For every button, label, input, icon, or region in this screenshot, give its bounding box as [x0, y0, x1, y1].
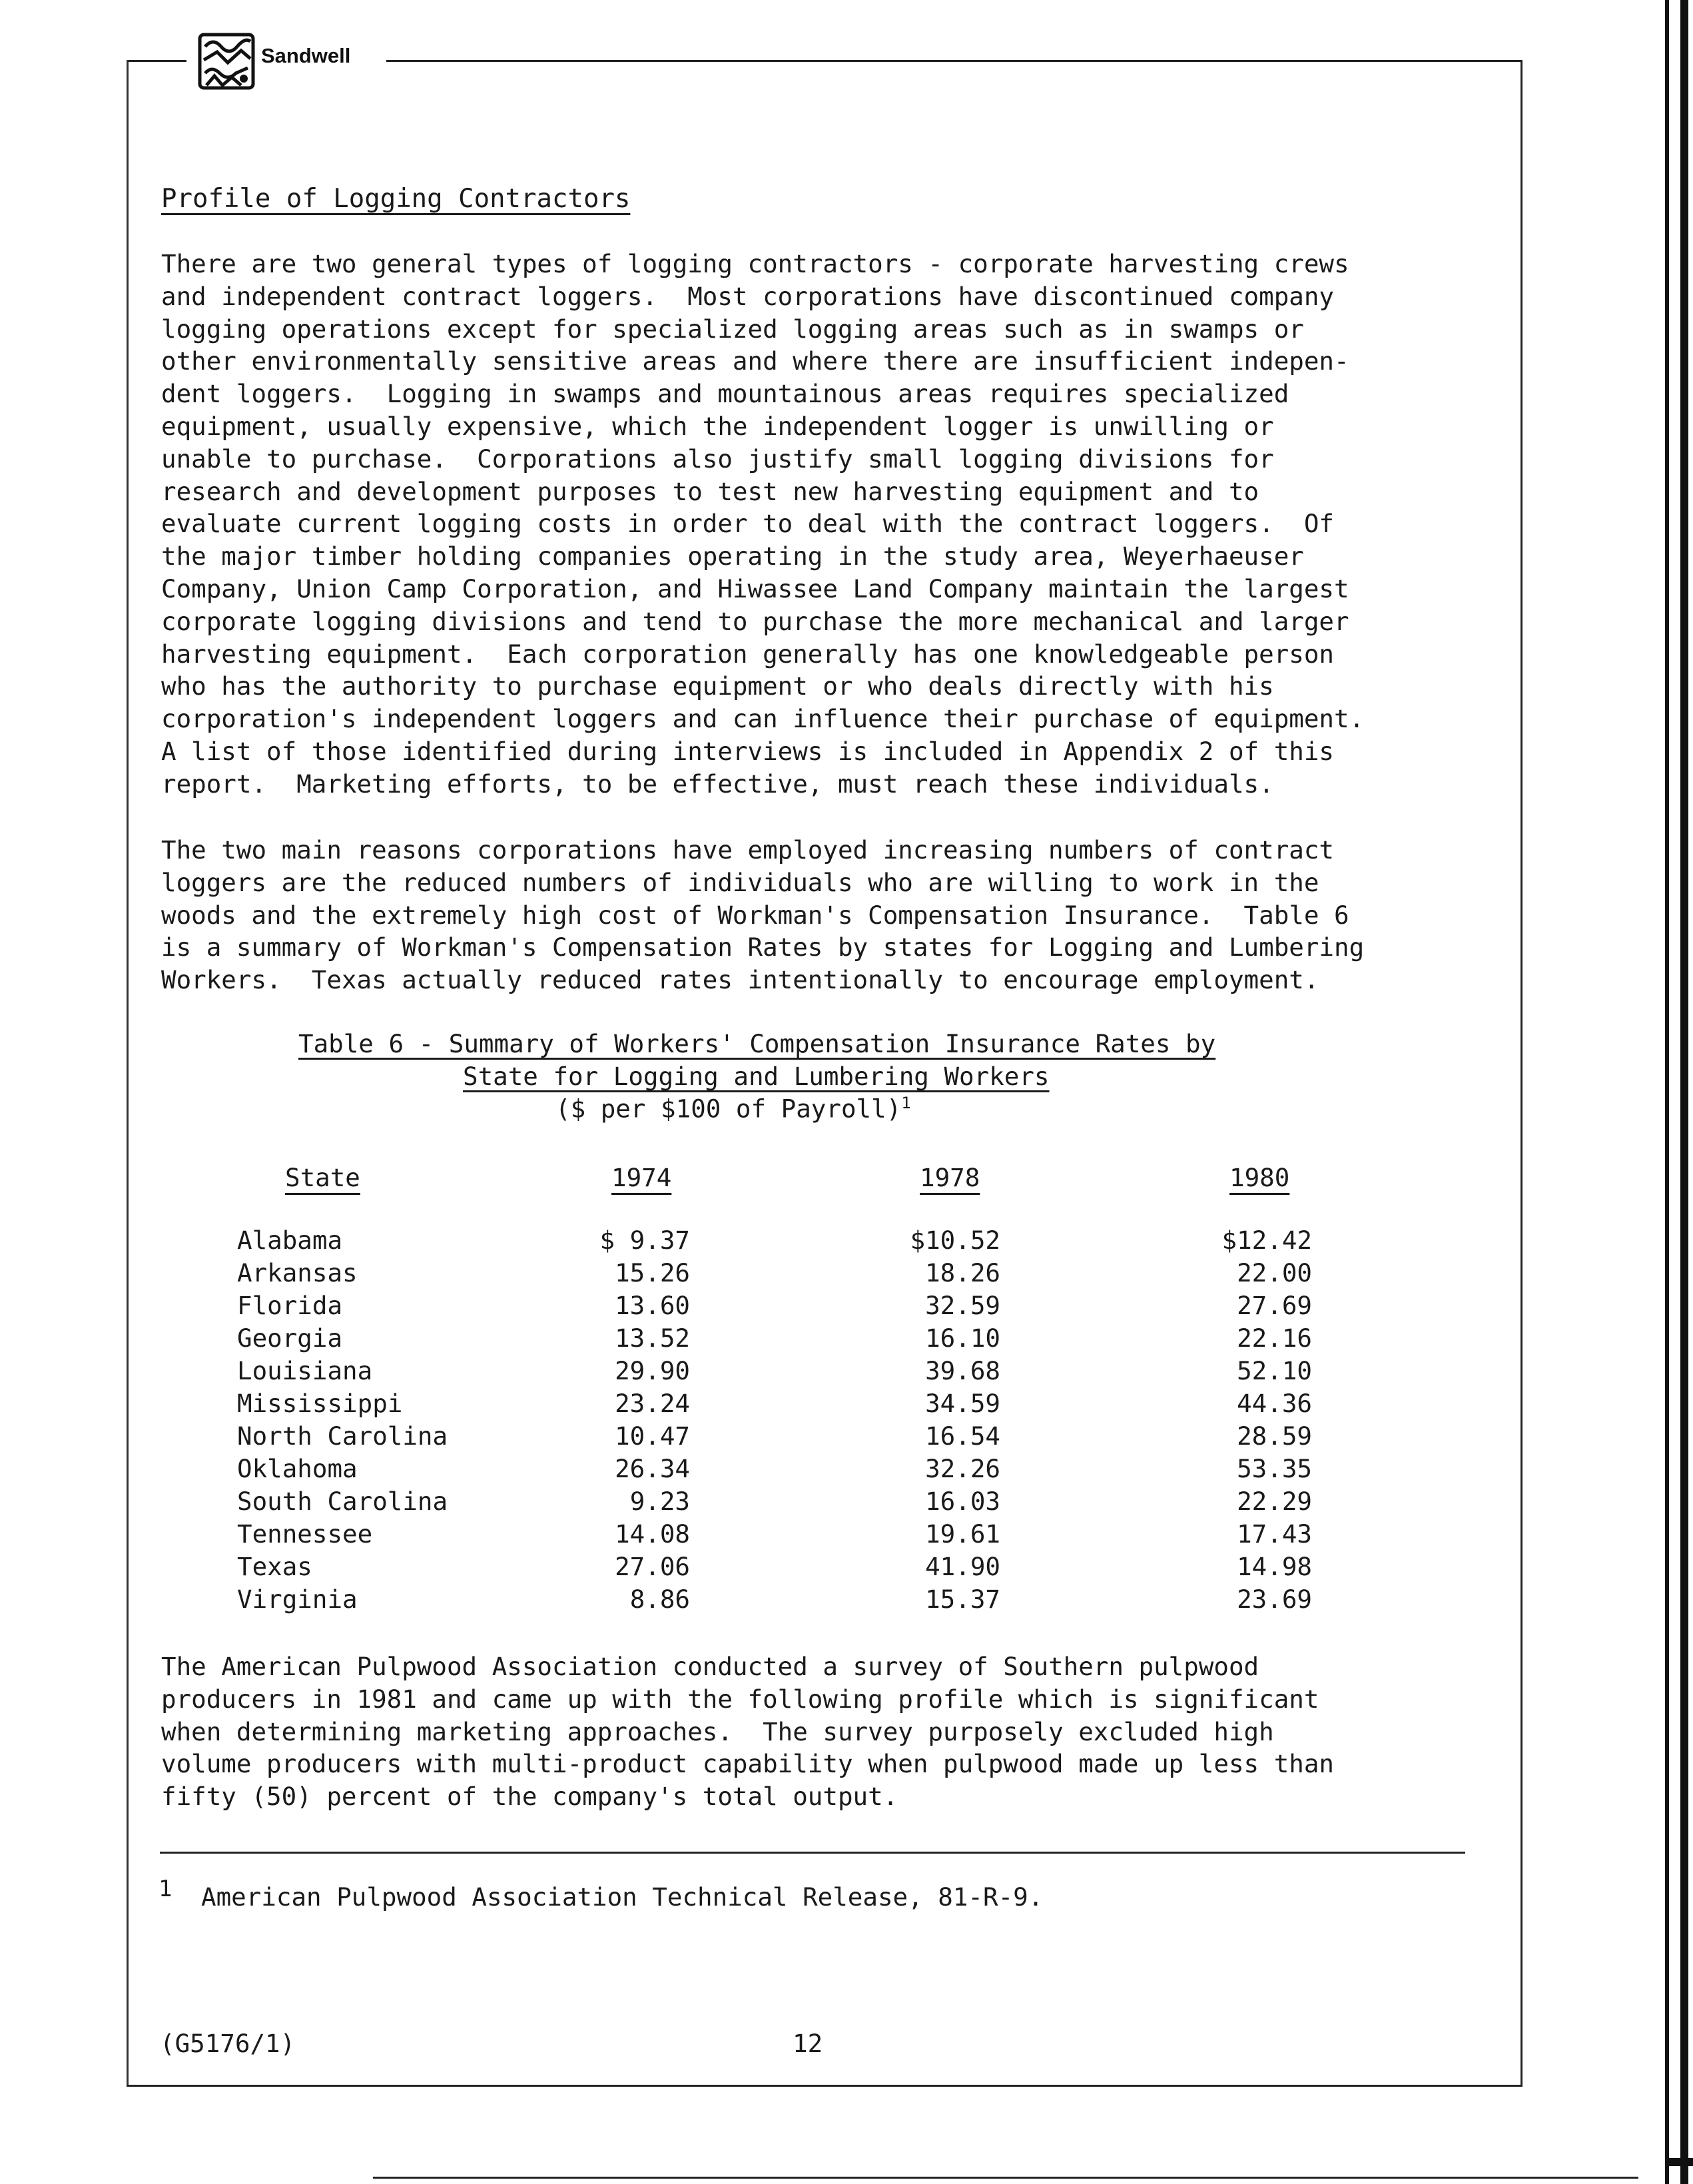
table-cell-1980: 53.35	[1237, 1454, 1312, 1483]
table-cell-1980: 52.10	[1237, 1356, 1312, 1385]
table-cell-1978: 18.26	[925, 1258, 1000, 1287]
table-row	[0, 1226, 1465, 1258]
scan-edge-line	[1665, 0, 1669, 2184]
table-row	[0, 1585, 1465, 1617]
table-cell-1978: 32.26	[925, 1454, 1000, 1483]
document-code: (G5176/1)	[160, 2029, 296, 2058]
table-cell-state: Virginia	[237, 1585, 358, 1614]
table-cell-1980: 44.36	[1237, 1389, 1312, 1418]
table-header-1980: 1980	[1229, 1163, 1290, 1192]
page-number: 12	[793, 2029, 823, 2058]
sandwell-logo-icon	[197, 32, 256, 91]
paragraph-logging-contractors: There are two general types of logging contractors - corporate harvesting crews and independent contract loggers. Most corporations have discontinued company logging operations except for specialized logging areas such as in swamps or other environmentally sensitive areas and where there are insufficient indepen- dent loggers. Logging in swamps and mountainous areas requires specialized equipment, usually expensive, which the independent logger is unwilling or unable to purchase. Corporations also justify small logging divisions for research and development purposes to test new harvesting equipment and to evaluate current logging costs in order to deal with the contract loggers. Of the major timber holding companies operating in the study area, Weyerhaeuser Company, Union Camp Corporation, and Hiwassee Land Company maintain the largest corporate logging divisions and tend to purchase the more mechanical and larger harvesting equipment. Each corporation generally has one knowledgeable person who has the authority to purchase equipment or who deals directly with his corporation's independent loggers and can influence their purchase of equipment. A list of those identified during interviews is included in Appendix 2 of this report. Marketing efforts, to be effective, must reach these individuals.	[161, 249, 1365, 799]
table-cell-state: Texas	[237, 1552, 312, 1581]
table-cell-1978: 39.68	[925, 1356, 1000, 1385]
page-frame-right	[1521, 60, 1523, 2085]
table-cell-1974: 29.90	[615, 1356, 690, 1385]
table-cell-1974: 13.52	[615, 1323, 690, 1353]
table-row	[0, 1519, 1465, 1552]
table-cell-1974: $ 9.37	[599, 1226, 690, 1255]
table-cell-1980: 22.16	[1237, 1323, 1312, 1353]
table-row	[0, 1258, 1465, 1291]
table-cell-1974: 15.26	[615, 1258, 690, 1287]
table-cell-1974: 14.08	[615, 1519, 690, 1549]
table-header-1974: 1974	[611, 1163, 672, 1192]
table-cell-1978: 16.10	[925, 1323, 1000, 1353]
table-cell-1974: 26.34	[615, 1454, 690, 1483]
table-row	[0, 1291, 1465, 1323]
table-cell-1978: 34.59	[925, 1389, 1000, 1418]
table-cell-1978: 32.59	[925, 1291, 1000, 1320]
table-cell-1980: 22.00	[1237, 1258, 1312, 1287]
table-row	[0, 1323, 1465, 1356]
table-cell-1980: $12.42	[1221, 1226, 1312, 1255]
table-header-1978: 1978	[920, 1163, 980, 1192]
table-row	[0, 1487, 1465, 1519]
page-frame-left	[127, 60, 129, 2085]
table-cell-state: Alabama	[237, 1226, 343, 1255]
table-cell-1980: 28.59	[1237, 1421, 1312, 1451]
table-caption-line3	[555, 1094, 911, 1124]
scan-edge-bar	[1680, 0, 1688, 2184]
table-cell-state: Florida	[237, 1291, 343, 1320]
table-cell-1978: 15.37	[925, 1585, 1000, 1614]
table-cell-state: South Carolina	[237, 1487, 448, 1516]
table-cell-1980: 22.29	[1237, 1487, 1312, 1516]
logo-wordmark: Sandwell	[261, 44, 351, 67]
table-cell-1974: 8.86	[629, 1585, 690, 1614]
footnote-divider	[160, 1852, 1465, 1854]
table-caption-line1: Table 6 - Summary of Workers' Compensation Insurance Rates by	[298, 1029, 1216, 1058]
table-cell-state: Arkansas	[237, 1258, 358, 1287]
table-cell-1974: 10.47	[615, 1421, 690, 1451]
table-cell-1974: 27.06	[615, 1552, 690, 1581]
table-cell-1980: 17.43	[1237, 1519, 1312, 1549]
paragraph-pulpwood-survey: The American Pulpwood Association conducted a survey of Southern pulpwood producers in 1981 and came up with the following profile which is significant when determining marketing approaches. The survey purposely excluded high volume producers with multi-product capability when pulpwood made up less than fifty (50) percent of the company's total output.	[161, 1652, 1334, 1812]
table-row	[0, 1454, 1465, 1487]
footnote-text: American Pulpwood Association Technical Release, 81-R-9.	[201, 1882, 1044, 1912]
table-cell-1978: 16.54	[925, 1421, 1000, 1451]
section-heading: Profile of Logging Contractors	[161, 184, 631, 214]
table-row	[0, 1389, 1465, 1421]
table-cell-1974: 23.24	[615, 1389, 690, 1418]
table-cell-1980: 27.69	[1237, 1291, 1312, 1320]
table-cell-state: Louisiana	[237, 1356, 373, 1385]
table-cell-1974: 9.23	[629, 1487, 690, 1516]
table-header-state: State	[285, 1163, 360, 1192]
table-cell-1978: 41.90	[925, 1552, 1000, 1581]
table-cell-1978: 19.61	[925, 1519, 1000, 1549]
table-cell-state: Mississippi	[237, 1389, 403, 1418]
paragraph-contract-loggers: The two main reasons corporations have employed increasing numbers of contract loggers are the reduced numbers of individuals who are willing to work in the woods and the extremely high cost of Workman's Compensation Insurance. Table 6 is a summary of Workman's Compensation Rates by states for Logging and Lumbering Workers. Texas actually reduced rates intentionally to encourage employment.	[161, 835, 1365, 995]
table-row	[0, 1552, 1465, 1585]
footnote-mark: 1	[159, 1876, 172, 1902]
table-cell-1978: 16.03	[925, 1487, 1000, 1516]
table-caption-units: ($ per $100 of Payroll)	[555, 1094, 902, 1124]
table-row	[0, 1421, 1465, 1454]
table-caption-footnote-mark: 1	[901, 1094, 911, 1112]
scan-edge-foot	[1665, 2158, 1693, 2166]
table-cell-1978: $10.52	[910, 1226, 1000, 1255]
table-cell-1980: 23.69	[1237, 1585, 1312, 1614]
table-cell-1974: 13.60	[615, 1291, 690, 1320]
table-caption-line2: State for Logging and Lumbering Workers	[463, 1062, 1050, 1091]
table-cell-state: North Carolina	[237, 1421, 448, 1451]
page-frame-bottom	[127, 2085, 1523, 2087]
table-cell-state: Oklahoma	[237, 1454, 358, 1483]
table-cell-state: Tennessee	[237, 1519, 373, 1549]
table-cell-1980: 14.98	[1237, 1552, 1312, 1581]
table-cell-state: Georgia	[237, 1323, 343, 1353]
scan-bottom-rule	[373, 2177, 1638, 2179]
table-row	[0, 1356, 1465, 1389]
